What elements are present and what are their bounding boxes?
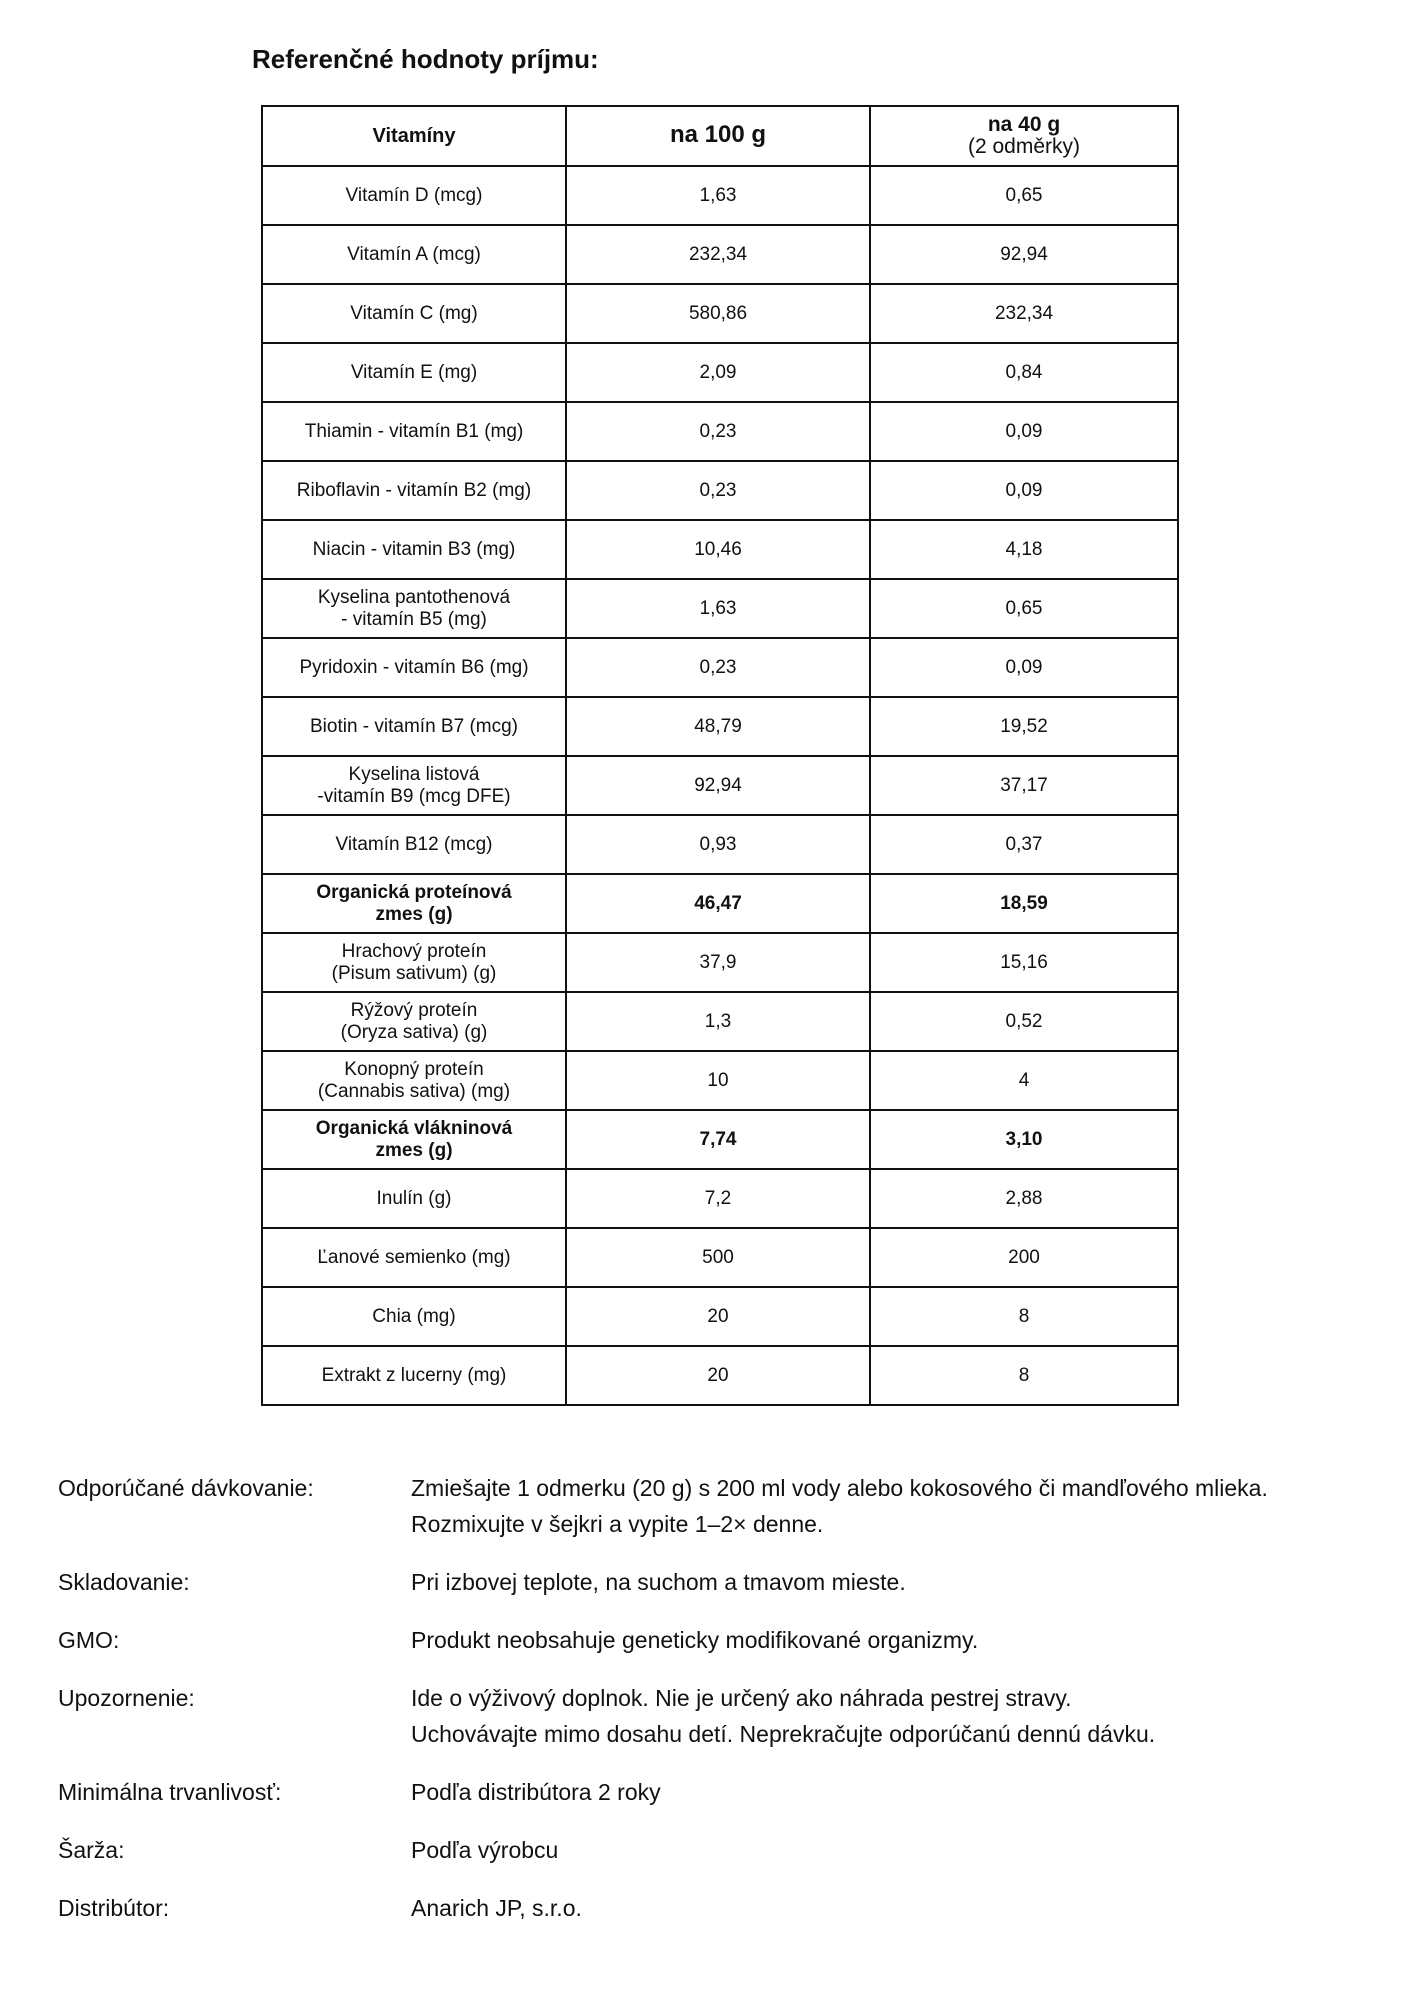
nutrient-name-line: - vitamín B5 (mg) [341,608,487,630]
nutrient-name [262,402,566,461]
info-label: Upozornenie: [58,1685,195,1711]
nutrient-name [262,697,566,756]
value-per-100g: 500 [566,1228,870,1287]
nutrient-name-line: Rýžový proteín [350,999,478,1021]
nutrient-name-line: Vitamín B12 (mcg) [335,833,493,855]
nutrient-name-line: Kyselina pantothenová [317,586,511,608]
value-per-100g: 0,23 [566,461,870,520]
info-value [411,1564,1398,1600]
table-row [262,638,1178,697]
info-row [58,1564,1398,1600]
header-vitamins: Vitamíny [262,106,566,166]
value-per-40g: 19,52 [870,697,1178,756]
info-row [58,1680,1398,1752]
nutrient-name [262,1287,566,1346]
nutrient-name-line: Pyridoxin - vitamín B6 (mg) [299,656,529,678]
nutrient-name-line: Organická proteínová [316,881,512,903]
table-row [262,815,1178,874]
info-value [411,1680,1398,1752]
table-row [262,756,1178,815]
nutrient-name [262,1110,566,1169]
table-row [262,225,1178,284]
nutrient-name [262,756,566,815]
header-per-40g [870,106,1178,166]
info-label: Minimálna trvanlivosť: [58,1779,282,1805]
table-row [262,1110,1178,1169]
value-per-40g: 92,94 [870,225,1178,284]
nutrient-name [262,579,566,638]
table-row [262,402,1178,461]
value-per-100g: 46,47 [566,874,870,933]
nutrient-name [262,1051,566,1110]
nutrient-name-line: (Pisum sativum) (g) [331,962,497,984]
table-row [262,579,1178,638]
nutrient-name-line: Vitamín C (mg) [350,302,478,324]
table-row [262,697,1178,756]
value-per-40g: 8 [870,1287,1178,1346]
nutrient-name [262,815,566,874]
table-row [262,874,1178,933]
value-per-40g: 0,65 [870,166,1178,225]
table-row [262,933,1178,992]
nutrient-name-line: Hrachový proteín [341,940,487,962]
info-value-line: Zmiešajte 1 odmerku (20 g) s 200 ml vody alebo kokosového či mandľového mlieka. [411,1475,1268,1501]
nutrient-name-line: Konopný proteín [344,1058,484,1080]
nutrient-name-line: Riboflavin - vitamín B2 (mg) [296,479,532,501]
table-row [262,284,1178,343]
info-value [411,1832,1398,1868]
info-value-line: Podľa distribútora 2 roky [411,1779,661,1805]
value-per-40g: 0,84 [870,343,1178,402]
value-per-40g: 0,09 [870,638,1178,697]
table-header-row [262,106,1178,166]
value-per-40g: 0,09 [870,402,1178,461]
info-value-line: Ide o výživový doplnok. Nie je určený ako náhrada pestrej stravy. [411,1685,1072,1711]
info-label: GMO: [58,1627,120,1653]
info-value-line: Pri izbovej teplote, na suchom a tmavom mieste. [411,1569,906,1595]
nutrient-name [262,166,566,225]
value-per-40g: 4 [870,1051,1178,1110]
value-per-40g: 18,59 [870,874,1178,933]
info-value [411,1890,1398,1926]
table-row [262,343,1178,402]
info-row [58,1622,1398,1658]
header-per-40g-label: na 40 g [987,113,1061,136]
info-value [411,1774,1398,1810]
nutrient-name-line: zmes (g) [375,903,453,925]
nutrient-name-line: Vitamín E (mg) [350,361,478,383]
info-row [58,1832,1398,1868]
nutrient-name-line: Vitamín A (mcg) [347,243,481,265]
info-value-line: Uchovávajte mimo dosahu detí. Neprekračujte odporúčanú dennú dávku. [411,1721,1156,1747]
value-per-100g: 92,94 [566,756,870,815]
info-value-line: Anarich JP, s.r.o. [411,1895,582,1921]
value-per-40g: 2,88 [870,1169,1178,1228]
page-title: Referenčné hodnoty príjmu: [252,44,599,74]
value-per-40g: 0,37 [870,815,1178,874]
nutrient-name-line: Thiamin - vitamín B1 (mg) [304,420,524,442]
table-row [262,992,1178,1051]
value-per-100g: 0,23 [566,638,870,697]
nutrient-name [262,225,566,284]
value-per-100g: 1,3 [566,992,870,1051]
nutrition-table [261,105,1179,1406]
value-per-100g: 2,09 [566,343,870,402]
value-per-100g: 1,63 [566,579,870,638]
table-row [262,1169,1178,1228]
value-per-100g: 10,46 [566,520,870,579]
value-per-40g: 8 [870,1346,1178,1405]
nutrient-name-line: Ľanové semienko (mg) [317,1246,511,1268]
value-per-100g: 0,23 [566,402,870,461]
value-per-100g: 7,74 [566,1110,870,1169]
nutrient-name [262,874,566,933]
nutrient-name-line: zmes (g) [375,1139,453,1161]
nutrient-name-line: (Cannabis sativa) (mg) [317,1080,511,1102]
nutrient-name [262,992,566,1051]
nutrient-name-line: Chia (mg) [372,1305,456,1327]
nutrient-name-line: Extrakt z lucerny (mg) [321,1364,507,1386]
table-row [262,166,1178,225]
value-per-100g: 10 [566,1051,870,1110]
info-value [411,1622,1398,1658]
header-per-100g [566,106,870,166]
info-label: Skladovanie: [58,1569,190,1595]
nutrient-name-line: Biotin - vitamín B7 (mcg) [310,715,518,737]
table-row [262,1287,1178,1346]
value-per-40g: 4,18 [870,520,1178,579]
info-label: Šarža: [58,1837,125,1863]
value-per-40g: 200 [870,1228,1178,1287]
table-row [262,1346,1178,1405]
nutrient-name [262,933,566,992]
nutrient-name-line: (Oryza sativa) (g) [340,1021,488,1043]
value-per-40g: 0,52 [870,992,1178,1051]
info-value-line: Rozmixujte v šejkri a vypite 1–2× denne. [411,1511,824,1537]
nutrient-name [262,1346,566,1405]
nutrient-name-line: Niacin - vitamin B3 (mg) [312,538,516,560]
value-per-40g: 232,34 [870,284,1178,343]
value-per-40g: 37,17 [870,756,1178,815]
nutrient-name-line: -vitamín B9 (mcg DFE) [317,785,511,807]
value-per-100g: 20 [566,1287,870,1346]
nutrient-name [262,638,566,697]
nutrient-name [262,1228,566,1287]
info-row [58,1470,1398,1542]
nutrient-name [262,284,566,343]
value-per-100g: 580,86 [566,284,870,343]
value-per-40g: 15,16 [870,933,1178,992]
nutrient-name [262,343,566,402]
info-value-line: Podľa výrobcu [411,1837,559,1863]
nutrient-name-line: Inulín (g) [376,1187,452,1209]
info-row [58,1774,1398,1810]
value-per-40g: 3,10 [870,1110,1178,1169]
value-per-100g: 7,2 [566,1169,870,1228]
header-per-100g-label: na 100 g [669,121,767,148]
info-label: Distribútor: [58,1895,170,1921]
nutrient-name [262,1169,566,1228]
table-row [262,1051,1178,1110]
product-info [58,1470,1398,1948]
table-row [262,461,1178,520]
nutrient-name-line: Organická vlákninová [315,1117,513,1139]
value-per-100g: 20 [566,1346,870,1405]
nutrient-name-line: Kyselina listová [348,763,480,785]
nutrient-name [262,461,566,520]
info-row [58,1890,1398,1926]
nutrient-name [262,520,566,579]
value-per-100g: 37,9 [566,933,870,992]
value-per-100g: 1,63 [566,166,870,225]
value-per-100g: 232,34 [566,225,870,284]
value-per-40g: 0,65 [870,579,1178,638]
value-per-100g: 48,79 [566,697,870,756]
header-per-40g-sub: (2 odměrky) [967,135,1081,158]
info-value [411,1470,1398,1542]
info-label: Odporúčané dávkovanie: [58,1475,314,1501]
nutrient-name-line: Vitamín D (mcg) [345,184,483,206]
table-row [262,520,1178,579]
table-row [262,1228,1178,1287]
value-per-40g: 0,09 [870,461,1178,520]
info-value-line: Produkt neobsahuje geneticky modifikované organizmy. [411,1627,979,1653]
value-per-100g: 0,93 [566,815,870,874]
